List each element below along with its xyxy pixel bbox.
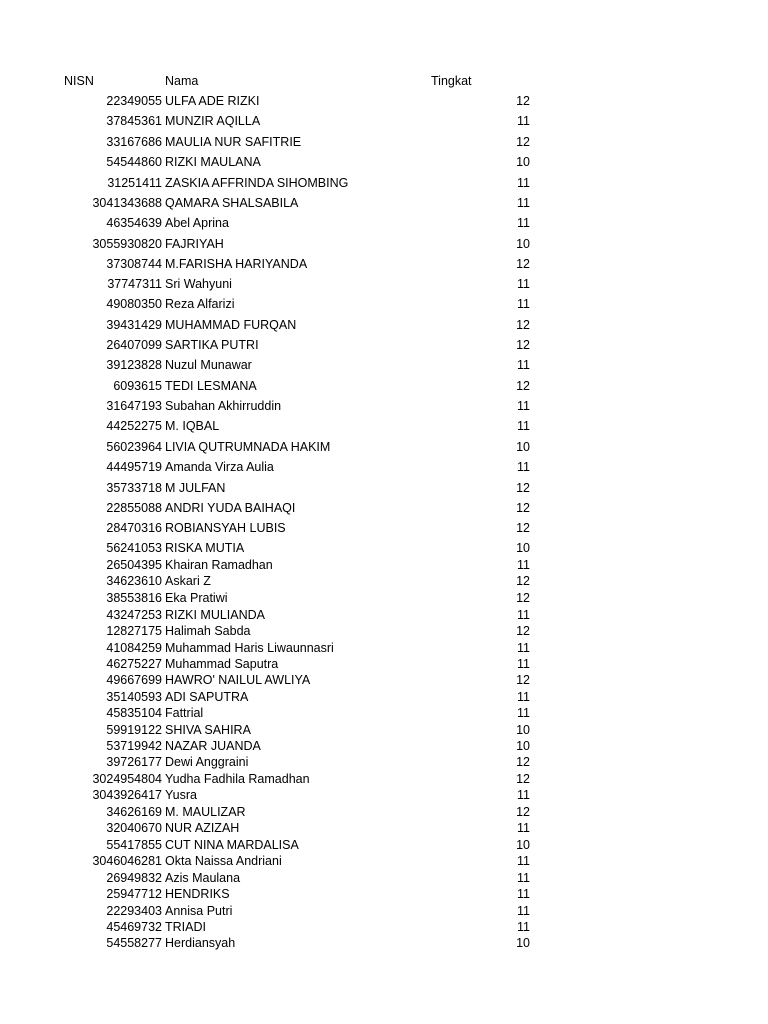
cell-nama: TRIADI [165,920,206,934]
cell-tingkat: 10 [516,723,530,737]
table-row [0,398,768,414]
cell-nisn: 22293403 [106,904,162,918]
table-row [0,113,768,129]
cell-tingkat: 11 [517,399,530,413]
table-row [0,935,768,951]
cell-tingkat: 12 [516,591,530,605]
table-row [0,886,768,902]
cell-nama: RISKA MUTIA [165,541,245,555]
cell-nama: ANDRI YUDA BAIHAQI [165,501,296,515]
header-nisn: NISN [64,74,94,88]
cell-nama: Muhammad Haris Liwaunnasri [165,641,334,655]
table-row [0,296,768,312]
cell-nisn: 45835104 [106,706,162,720]
cell-nisn: 53719942 [106,739,162,753]
cell-nama: Herdiansyah [165,936,236,950]
table-row [0,459,768,475]
cell-nama: CUT NINA MARDALISA [165,838,299,852]
cell-tingkat: 11 [517,821,530,835]
cell-tingkat: 12 [516,94,530,108]
cell-tingkat: 11 [517,920,530,934]
table-row [0,195,768,211]
cell-nisn: 39726177 [106,755,162,769]
cell-nisn: 34623610 [106,574,162,588]
cell-tingkat: 11 [517,558,530,572]
cell-nisn: 43247253 [106,608,162,622]
cell-tingkat: 12 [516,338,530,352]
cell-nama: M.FARISHA HARIYANDA [165,257,308,271]
cell-nisn: 35733718 [106,481,162,495]
table-row [0,820,768,836]
cell-nisn: 33167686 [106,135,162,149]
cell-tingkat: 12 [516,501,530,515]
cell-tingkat: 12 [516,318,530,332]
cell-nama: MAULIA NUR SAFITRIE [165,135,302,149]
cell-nama: ROBIANSYAH LUBIS [165,521,286,535]
cell-nisn: 26949832 [106,871,162,885]
cell-nama: Okta Naissa Andriani [165,854,282,868]
cell-nisn: 56023964 [106,440,162,454]
cell-nisn: 22855088 [106,501,162,515]
table-row [0,738,768,754]
cell-nama: Reza Alfarizi [165,297,235,311]
table-row [0,656,768,672]
table-row [0,520,768,536]
table-row [0,540,768,556]
cell-tingkat: 11 [517,358,530,372]
cell-nisn: 44495719 [106,460,162,474]
table-row [0,722,768,738]
cell-tingkat: 12 [516,673,530,687]
cell-nisn: 3043926417 [92,788,162,802]
cell-tingkat: 12 [516,521,530,535]
cell-nisn: 28470316 [106,521,162,535]
table-row [0,378,768,394]
table-row [0,236,768,252]
table-row [0,557,768,573]
cell-tingkat: 11 [517,788,530,802]
table-row [0,903,768,919]
cell-nisn: 32040670 [106,821,162,835]
cell-nisn: 39431429 [106,318,162,332]
table-row [0,771,768,787]
cell-nisn: 37845361 [106,114,162,128]
table-row [0,672,768,688]
cell-nisn: 41084259 [106,641,162,655]
cell-tingkat: 10 [516,440,530,454]
cell-nisn: 49080350 [106,297,162,311]
cell-nisn: 25947712 [106,887,162,901]
cell-tingkat: 12 [516,481,530,495]
cell-tingkat: 12 [516,805,530,819]
cell-nisn: 26407099 [106,338,162,352]
cell-nama: NAZAR JUANDA [165,739,261,753]
cell-nama: NUR AZIZAH [165,821,240,835]
table-row [0,754,768,770]
cell-tingkat: 11 [517,277,530,291]
cell-nama: M. IQBAL [165,419,220,433]
table-row [0,919,768,935]
cell-nama: Abel Aprina [165,216,229,230]
cell-nisn: 35140593 [106,690,162,704]
cell-tingkat: 11 [517,297,530,311]
cell-tingkat: 11 [517,657,530,671]
table-row [0,787,768,803]
cell-nisn: 39123828 [106,358,162,372]
table-row [0,134,768,150]
cell-nama: Yudha Fadhila Ramadhan [165,772,310,786]
cell-nisn: 37308744 [106,257,162,271]
cell-nama: Fattrial [165,706,204,720]
cell-nisn: 31251411 [107,176,162,190]
cell-nisn: 12827175 [106,624,162,638]
cell-tingkat: 11 [517,196,530,210]
cell-nama: Subahan Akhirruddin [165,399,282,413]
cell-tingkat: 12 [516,135,530,149]
cell-nisn: 3055930820 [92,237,162,251]
table-row [0,705,768,721]
cell-nama: M. MAULIZAR [165,805,246,819]
cell-nama: LIVIA QUTRUMNADA HAKIM [165,440,331,454]
table-row [0,853,768,869]
table-row [0,500,768,516]
cell-nisn: 3041343688 [92,196,162,210]
cell-nama: Dewi Anggraini [165,755,249,769]
cell-nisn: 56241053 [106,541,162,555]
cell-tingkat: 12 [516,772,530,786]
table-row [0,607,768,623]
cell-nama: RIZKI MAULANA [165,155,261,169]
table-row [0,154,768,170]
cell-tingkat: 11 [517,419,530,433]
cell-nama: Askari Z [165,574,211,588]
table-row [0,175,768,191]
cell-nama: SARTIKA PUTRI [165,338,259,352]
cell-nama: RIZKI MULIANDA [165,608,266,622]
table-row [0,439,768,455]
cell-nisn: 6093615 [113,379,162,393]
cell-nisn: 44252275 [106,419,162,433]
cell-nama: Amanda Virza Aulia [165,460,274,474]
cell-tingkat: 11 [517,904,530,918]
table-row [0,837,768,853]
cell-nama: SHIVA SAHIRA [165,723,251,737]
cell-nama: FAJRIYAH [165,237,224,251]
table-row [0,689,768,705]
table-row [0,640,768,656]
cell-tingkat: 12 [516,755,530,769]
cell-nama: Annisa Putri [165,904,233,918]
cell-nisn: 38553816 [106,591,162,605]
table-row [0,623,768,639]
cell-nama: MUNZIR AQILLA [165,114,261,128]
cell-nisn: 22349055 [106,94,162,108]
cell-tingkat: 11 [517,641,530,655]
table-row [0,804,768,820]
cell-nisn: 3024954804 [92,772,162,786]
cell-tingkat: 11 [517,608,530,622]
table-row [0,870,768,886]
cell-nama: Azis Maulana [165,871,241,885]
cell-tingkat: 11 [517,460,530,474]
cell-tingkat: 10 [516,155,530,169]
cell-tingkat: 10 [516,936,530,950]
table-row [0,256,768,272]
cell-tingkat: 11 [517,887,530,901]
cell-nama: Khairan Ramadhan [165,558,273,572]
cell-nisn: 3046046281 [92,854,162,868]
table-row [0,357,768,373]
cell-nisn: 34626169 [106,805,162,819]
table-row [0,418,768,434]
cell-nama: Eka Pratiwi [165,591,228,605]
table-row [0,215,768,231]
cell-nama: Muhammad Saputra [165,657,279,671]
cell-nisn: 54544860 [106,155,162,169]
cell-nisn: 59919122 [106,723,162,737]
cell-nama: QAMARA SHALSABILA [165,196,299,210]
table-row [0,93,768,109]
header-tingkat: Tingkat [431,74,472,88]
cell-tingkat: 12 [516,574,530,588]
table-row [0,573,768,589]
cell-nisn: 49667699 [106,673,162,687]
cell-nama: ZASKIA AFFRINDA SIHOMBING [165,176,349,190]
cell-tingkat: 11 [517,114,530,128]
table-row [0,276,768,292]
cell-tingkat: 11 [517,216,530,230]
cell-nama: Nuzul Munawar [165,358,252,372]
cell-nama: Sri Wahyuni [165,277,232,291]
cell-nisn: 37747311 [107,277,162,291]
cell-nisn: 55417855 [106,838,162,852]
cell-nisn: 26504395 [106,558,162,572]
header-nama: Nama [165,74,199,88]
cell-tingkat: 11 [517,176,530,190]
cell-nisn: 46354639 [106,216,162,230]
cell-tingkat: 12 [516,379,530,393]
cell-nama: MUHAMMAD FURQAN [165,318,297,332]
cell-tingkat: 11 [517,706,530,720]
cell-tingkat: 12 [516,257,530,271]
table-row [0,317,768,333]
cell-nisn: 31647193 [106,399,162,413]
cell-nama: Yusra [165,788,197,802]
cell-tingkat: 12 [516,624,530,638]
cell-tingkat: 11 [517,871,530,885]
cell-nisn: 46275227 [106,657,162,671]
cell-tingkat: 11 [517,690,530,704]
table-row [0,590,768,606]
cell-tingkat: 11 [517,854,530,868]
cell-tingkat: 10 [516,739,530,753]
cell-nama: ULFA ADE RIZKI [165,94,260,108]
cell-nama: HAWRO' NAILUL AWLIYA [165,673,311,687]
cell-tingkat: 10 [516,838,530,852]
cell-tingkat: 10 [516,237,530,251]
cell-nama: TEDI LESMANA [165,379,257,393]
cell-nama: HENDRIKS [165,887,230,901]
table-row [0,480,768,496]
cell-nama: M JULFAN [165,481,226,495]
cell-tingkat: 10 [516,541,530,555]
cell-nama: ADI SAPUTRA [165,690,249,704]
cell-nama: Halimah Sabda [165,624,251,638]
table-row [0,337,768,353]
cell-nisn: 45469732 [106,920,162,934]
cell-nisn: 54558277 [106,936,162,950]
